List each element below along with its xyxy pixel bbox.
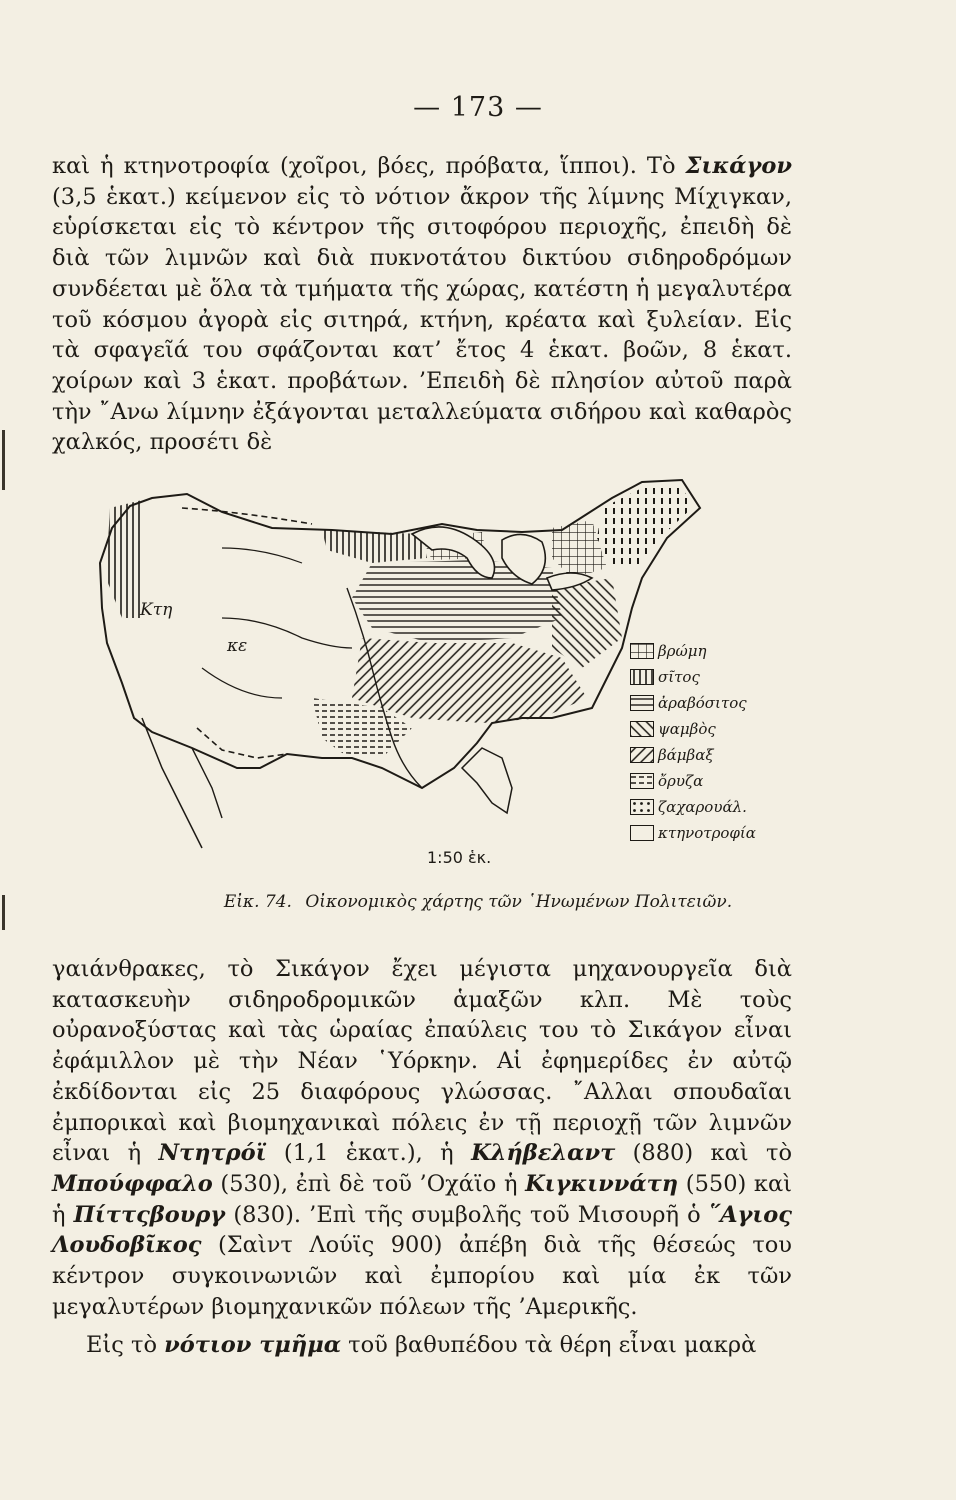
page-number: — 173 — <box>413 92 543 123</box>
legend-label: ψαμβὸς <box>658 720 716 738</box>
tobacco-region <box>552 578 622 668</box>
dashed-horizontal-pattern-icon <box>630 773 654 789</box>
paragraph-text: (1,1 ἑκατ.), ἡ <box>266 1140 472 1167</box>
dots-pattern-icon <box>630 799 654 815</box>
paragraph-text: καὶ ἡ κτηνοτροφία (χοῖροι, βόες, πρόβατα, ἵπποι). Τὸ <box>52 153 686 179</box>
legend-label: βρώμη <box>658 642 707 660</box>
paragraph-text: (550) καὶ ἡ <box>52 1170 792 1228</box>
legend-label: κτηνοτροφία <box>658 824 756 842</box>
emphasis-cleveland: Κλήβελαντ <box>471 1140 616 1167</box>
emphasis-buffalo: Μπούφφαλο <box>52 1170 213 1197</box>
wheat-region-west <box>106 500 142 618</box>
legend-item-oats <box>630 638 790 664</box>
paragraph-2 <box>52 954 792 1322</box>
legend-item-livestock <box>630 820 790 846</box>
legend-label: ζαχαρουάλ. <box>658 798 747 816</box>
mexico-outline <box>142 718 202 848</box>
emphasis-southern-part: νότιον τμῆμα <box>164 1332 342 1358</box>
legend-item-wheat <box>630 664 790 690</box>
legend-label: ἀραβόσιτος <box>658 694 747 712</box>
paragraph-text: Εἰς τὸ <box>86 1332 165 1358</box>
canada-border <box>182 508 312 524</box>
empty-box-icon <box>630 825 654 841</box>
map-label-livestock: Κτη <box>140 600 173 620</box>
reverse-diagonal-pattern-icon <box>630 747 654 763</box>
paragraph-text: τοῦ βαθυπέδου τὰ θέρη εἶναι μακρὰ <box>341 1332 757 1358</box>
paragraph-text: (3,5 ἑκατ.) κείμενον εἰς τὸ νότιον ἄκρον τῆς λίμνης Μίχιγκαν, εὑρίσκεται εἰς τὸ κέντρον τῆς σιτοφόρου περιοχῆς, ἐπειδὴ δὲ διὰ τῶν λιμνῶν καὶ διὰ πυκνοτάτου δικτύου σιδηροδρόμων συνδέεται μὲ ὅλα τὰ τμήματα τῆς χώρας, κατέστη ἡ μεγαλυτέρα τοῦ κόσμου ἀγορὰ εἰς σιτηρά, κτήνη, κρέατα καὶ ξυλείαν. Εἰς τὰ σφαγεῖά του σφάζονται κατ’ ἔτος 4 ἑκατ. βοῶν, 8 ἑκατ. χοίρων καὶ 3 ἑκατ. προβάτων. ’Επειδὴ δὲ πλησίον αὐτοῦ παρὰ τὴν ῎Ανω λίμνην ἐξάγονται μεταλλεύματα σιδήρου καὶ καθαρὸς χαλκός, προσέτι δὲ <box>52 183 792 456</box>
paragraph-text: (Σαὶντ Λούϊς 900) ἀπέβη διὰ τῆς θέσεώς του κέντρον συγκοινωνιῶν καὶ ἐμπορίου καὶ μία ἐκ τῶν μεγαλυτέρων βιομηχανικῶν πόλεων τῆς ’Αμερικῆς. <box>52 1232 792 1320</box>
legend-label: βάμβαξ <box>658 746 714 764</box>
wheat-region-north <box>322 530 427 563</box>
economic-map-figure <box>82 468 782 880</box>
emphasis-detroit: Ντητρόϊ <box>158 1140 267 1167</box>
figure-caption <box>0 892 956 912</box>
paragraph-text: (530), ἐπὶ δὲ τοῦ ’Οχάϊο ἡ <box>212 1170 526 1197</box>
emphasis-cincinnati: Κιγκιννάτη <box>525 1170 679 1197</box>
figure-caption-text: Οἰκονομικὸς χάρτης τῶν ῾Ηνωμένων Πολιτειῶν. <box>305 892 733 912</box>
emphasis-chicago: Σικάγον <box>685 153 792 179</box>
paragraph-text: (830). ’Επὶ τῆς συμβολῆς τοῦ Μισουρῆ ὁ <box>225 1201 709 1228</box>
emphasis-st-louis: ῞Αγιος Λουδοβῖκος <box>52 1201 792 1259</box>
diagonal-lines-pattern-icon <box>630 721 654 737</box>
cotton-region <box>352 638 587 723</box>
margin-mark <box>2 430 5 490</box>
legend-item-sugar <box>630 794 790 820</box>
horizontal-lines-pattern-icon <box>630 695 654 711</box>
figure-number: Εἰκ. 74. <box>223 892 292 912</box>
florida <box>462 748 512 813</box>
map-scale: 1:50 ἑκ. <box>427 848 492 867</box>
mexico-border <box>197 728 287 758</box>
legend-item-corn <box>630 690 790 716</box>
legend-label: σῖτος <box>658 668 700 686</box>
map-label-fragment: κε <box>227 636 248 656</box>
river <box>202 668 282 698</box>
river <box>222 548 302 563</box>
legend-item-rice <box>630 768 790 794</box>
legend-item-tobacco <box>630 716 790 742</box>
emphasis-pittsburgh: Πίττςβουργ <box>73 1201 226 1228</box>
grid-pattern-icon <box>630 643 654 659</box>
paragraph-1 <box>52 151 792 458</box>
legend-item-cotton <box>630 742 790 768</box>
map-legend <box>630 638 790 846</box>
paragraph-text: (880) καὶ τὸ <box>615 1140 793 1167</box>
vertical-lines-pattern-icon <box>630 669 654 685</box>
paragraph-text: γαιάνθρακες, τὸ Σικάγον ἔχει μέγιστα μηχανουργεῖα διὰ κατασκευὴν σιδηροδρομικῶν ἁμαξῶν κλπ. Μὲ τοὺς οὐρανοξύστας καὶ τὰς ὡραίας ἐπαύλεις του τὸ Σικάγον εἶναι ἐφάμιλλον μὲ τὴν Νέαν ῾Υόρκην. Αἱ ἐφημερίδες ἐν αὐτῷ ἐκδίδονται εἰς 25 διαφόρους γλώσσας. ῎Αλλαι σπουδαῖαι ἐμπορικαὶ καὶ βιομηχανικαὶ πόλεις ἐν τῇ περιοχῇ τῶν λιμνῶν εἶναι ἡ <box>52 956 792 1167</box>
paragraph-3 <box>52 1330 792 1361</box>
legend-label: ὄρυζα <box>658 772 704 790</box>
